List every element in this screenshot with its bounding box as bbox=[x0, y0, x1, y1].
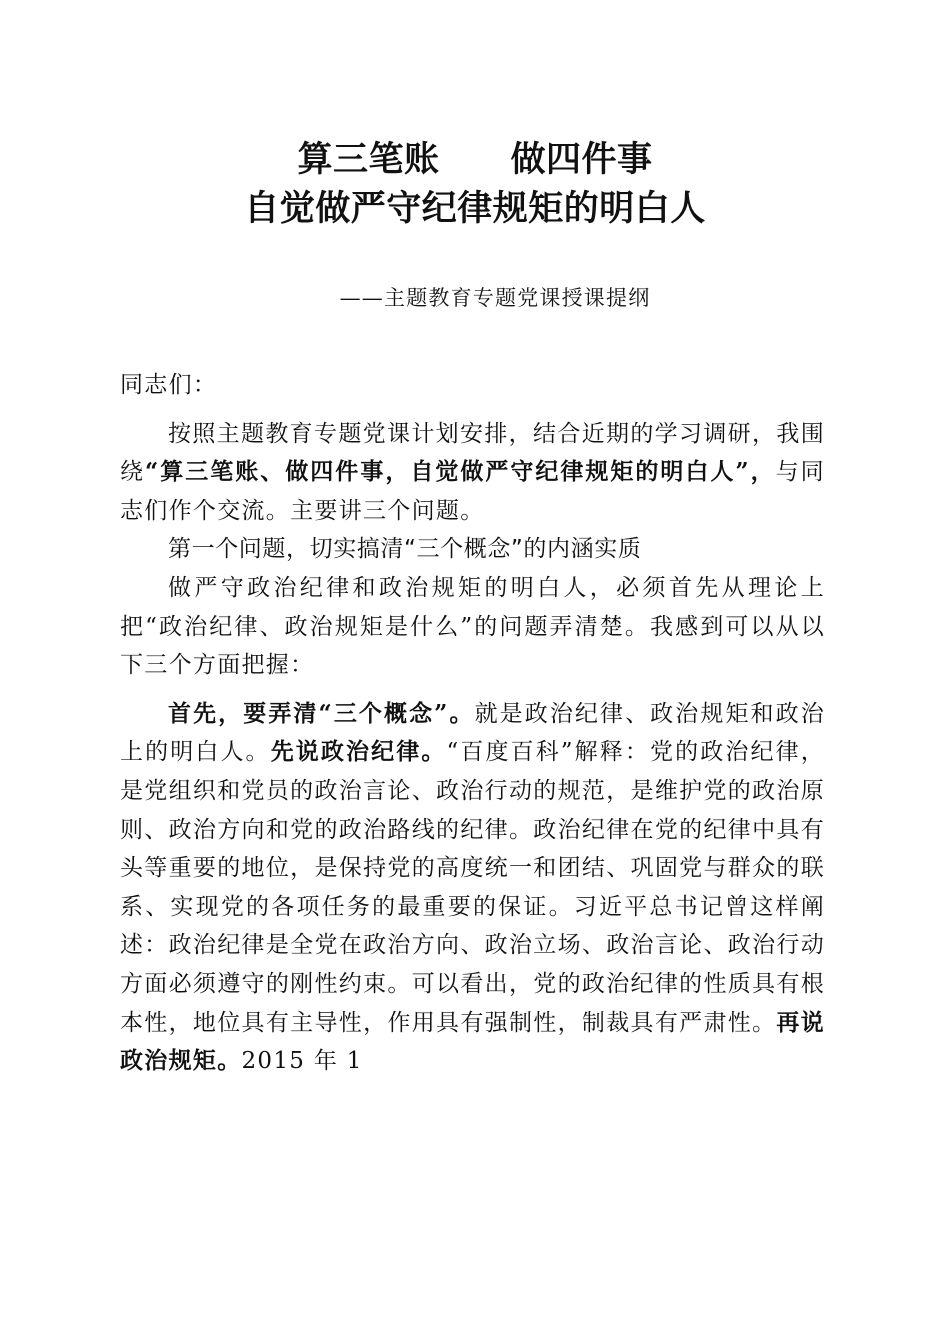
salutation: 同志们： bbox=[120, 372, 218, 398]
section-heading-1: 第一个问题，切实搞清“三个概念”的内涵实质 bbox=[168, 536, 642, 563]
intro-bold-topic: “算三笔账、做四件事，自觉做严守纪律规矩的明白人”， bbox=[145, 458, 776, 486]
intro-text-2: 与同志们作个交流。主要讲三个问题。 bbox=[120, 459, 825, 524]
subtitle: ——主题教育专题党课授课提纲 bbox=[339, 286, 651, 310]
intro-paragraph bbox=[120, 415, 825, 531]
para3-bold-discipline: 先说政治纪律。 bbox=[270, 738, 447, 766]
para3-bold-first: 首先，要弄清“三个概念”。 bbox=[168, 699, 475, 727]
intro-text-1: 按照主题教育专题党课计划安排，结合近期的学习调研，我围绕 bbox=[120, 420, 825, 486]
para3-text-2: “百度百科”解释：党的政治纪律，是党组织和党员的政治言论、政治行动的规范，是维护党的政治原则、政治方向和党的政治路线的纪律。政治纪律在党的纪律中具有头等重要的地位，是保持党的高度统一和团结、巩固党与群众的联系、实现党的各项任务的最重要的保证。习近平总书记曾这样阐述：政治纪律是全党在政治方向、政治立场、政治言论、政治行动方面必须遵守的刚性约束。可以看出，党的政治纪律的性质具有根本性，地位具有主导性，作用具有强制性，制裁具有严肃性。 bbox=[120, 739, 825, 1036]
para3-text-1: 就是政治纪律、政治规矩和政治上的明白人。 bbox=[120, 700, 825, 766]
document-body bbox=[120, 366, 825, 1081]
title-line-1: 算三笔账 做四件事 bbox=[297, 140, 653, 180]
para3-text-3: 2015 年 1 bbox=[241, 1048, 363, 1075]
para3-bold-rules: 再说政治规矩。 bbox=[120, 1008, 825, 1075]
title-line-2: 自觉做严守纪律规矩的明白人 bbox=[244, 189, 706, 229]
paragraph-2: 做严守政治纪律和政治规矩的明白人，必须首先从理论上把“政治纪律、政治规矩是什么”的问题弄清楚。我感到可以从以下三个方面把握： bbox=[120, 574, 825, 679]
paragraph-3 bbox=[120, 695, 825, 1081]
